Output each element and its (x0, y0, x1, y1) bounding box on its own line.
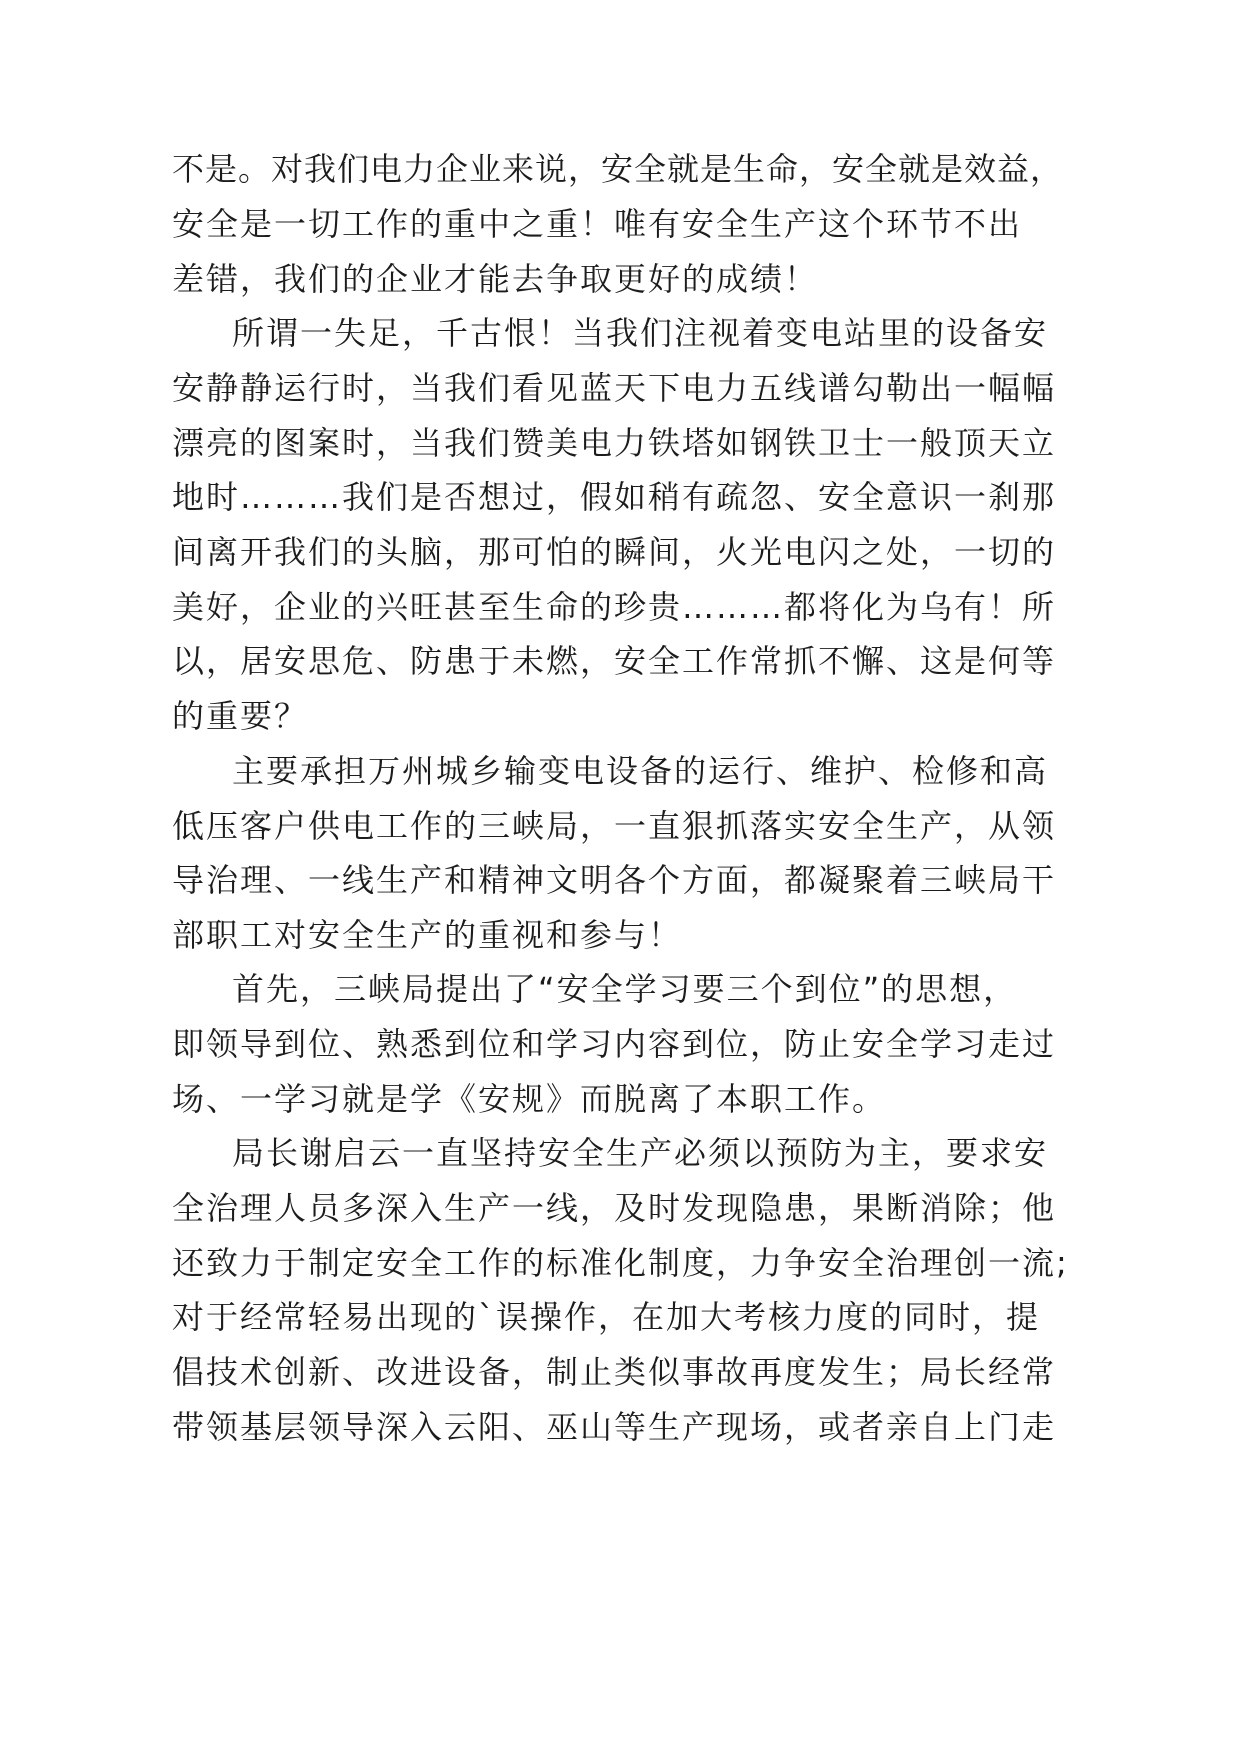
text-line: 主要承担万州城乡输变电设备的运行、维护、检修和高 (232, 752, 1049, 790)
text-line: 带领基层领导深入云阳、巫山等生产现场，或者亲自上门走 (172, 1408, 1057, 1446)
text-line: 对于经常轻易出现的`误操作，在加大考核力度的同时，提 (172, 1298, 1041, 1336)
text-line: 安全是一切工作的重中之重！唯有安全生产这个环节不出 (172, 205, 1023, 243)
text-line: 漂亮的图案时，当我们赞美电力铁塔如钢铁卫士一般顶天立 (172, 424, 1057, 462)
text-line: 地时………我们是否想过，假如稍有疏忽、安全意识一刹那 (172, 478, 1057, 516)
text-line: 不是。对我们电力企业来说，安全就是生命，安全就是效益， (172, 150, 1064, 188)
text-line: 所谓一失足，千古恨！当我们注视着变电站里的设备安 (232, 314, 1049, 352)
text-line: 安静静运行时，当我们看见蓝天下电力五线谱勾勒出一幅幅 (172, 369, 1057, 407)
text-line: 导治理、一线生产和精神文明各个方面，都凝聚着三峡局干 (172, 861, 1057, 899)
text-line: 美好，企业的兴旺甚至生命的珍贵………都将化为乌有！所 (172, 588, 1057, 626)
text-line: 即领导到位、熟悉到位和学习内容到位，防止安全学习走过 (172, 1025, 1057, 1063)
text-line: 全治理人员多深入生产一线，及时发现隐患，果断消除；他 (172, 1189, 1057, 1227)
text-line: 首先，三峡局提出了“安全学习要三个到位”的思想， (232, 970, 1018, 1008)
text-line: 场、一学习就是学《安规》而脱离了本职工作。 (172, 1080, 887, 1118)
text-line: 倡技术创新、改进设备，制止类似事故再度发生；局长经常 (172, 1353, 1057, 1391)
text-line: 局长谢启云一直坚持安全生产必须以预防为主，要求安 (232, 1134, 1049, 1172)
text-line: 部职工对安全生产的重视和参与！ (172, 916, 683, 954)
text-line: 的重要？ (172, 697, 309, 735)
text-line: 低压客户供电工作的三峡局，一直狠抓落实安全生产，从领 (172, 807, 1057, 845)
text-line: 间离开我们的头脑，那可怕的瞬间，火光电闪之处，一切的 (172, 533, 1057, 571)
text-line: 以，居安思危、防患于未燃，安全工作常抓不懈、这是何等 (172, 642, 1057, 680)
text-line: 还致力于制定安全工作的标准化制度，力争安全治理创一流; (172, 1244, 1069, 1282)
text-line: 差错，我们的企业才能去争取更好的成绩！ (172, 260, 819, 298)
